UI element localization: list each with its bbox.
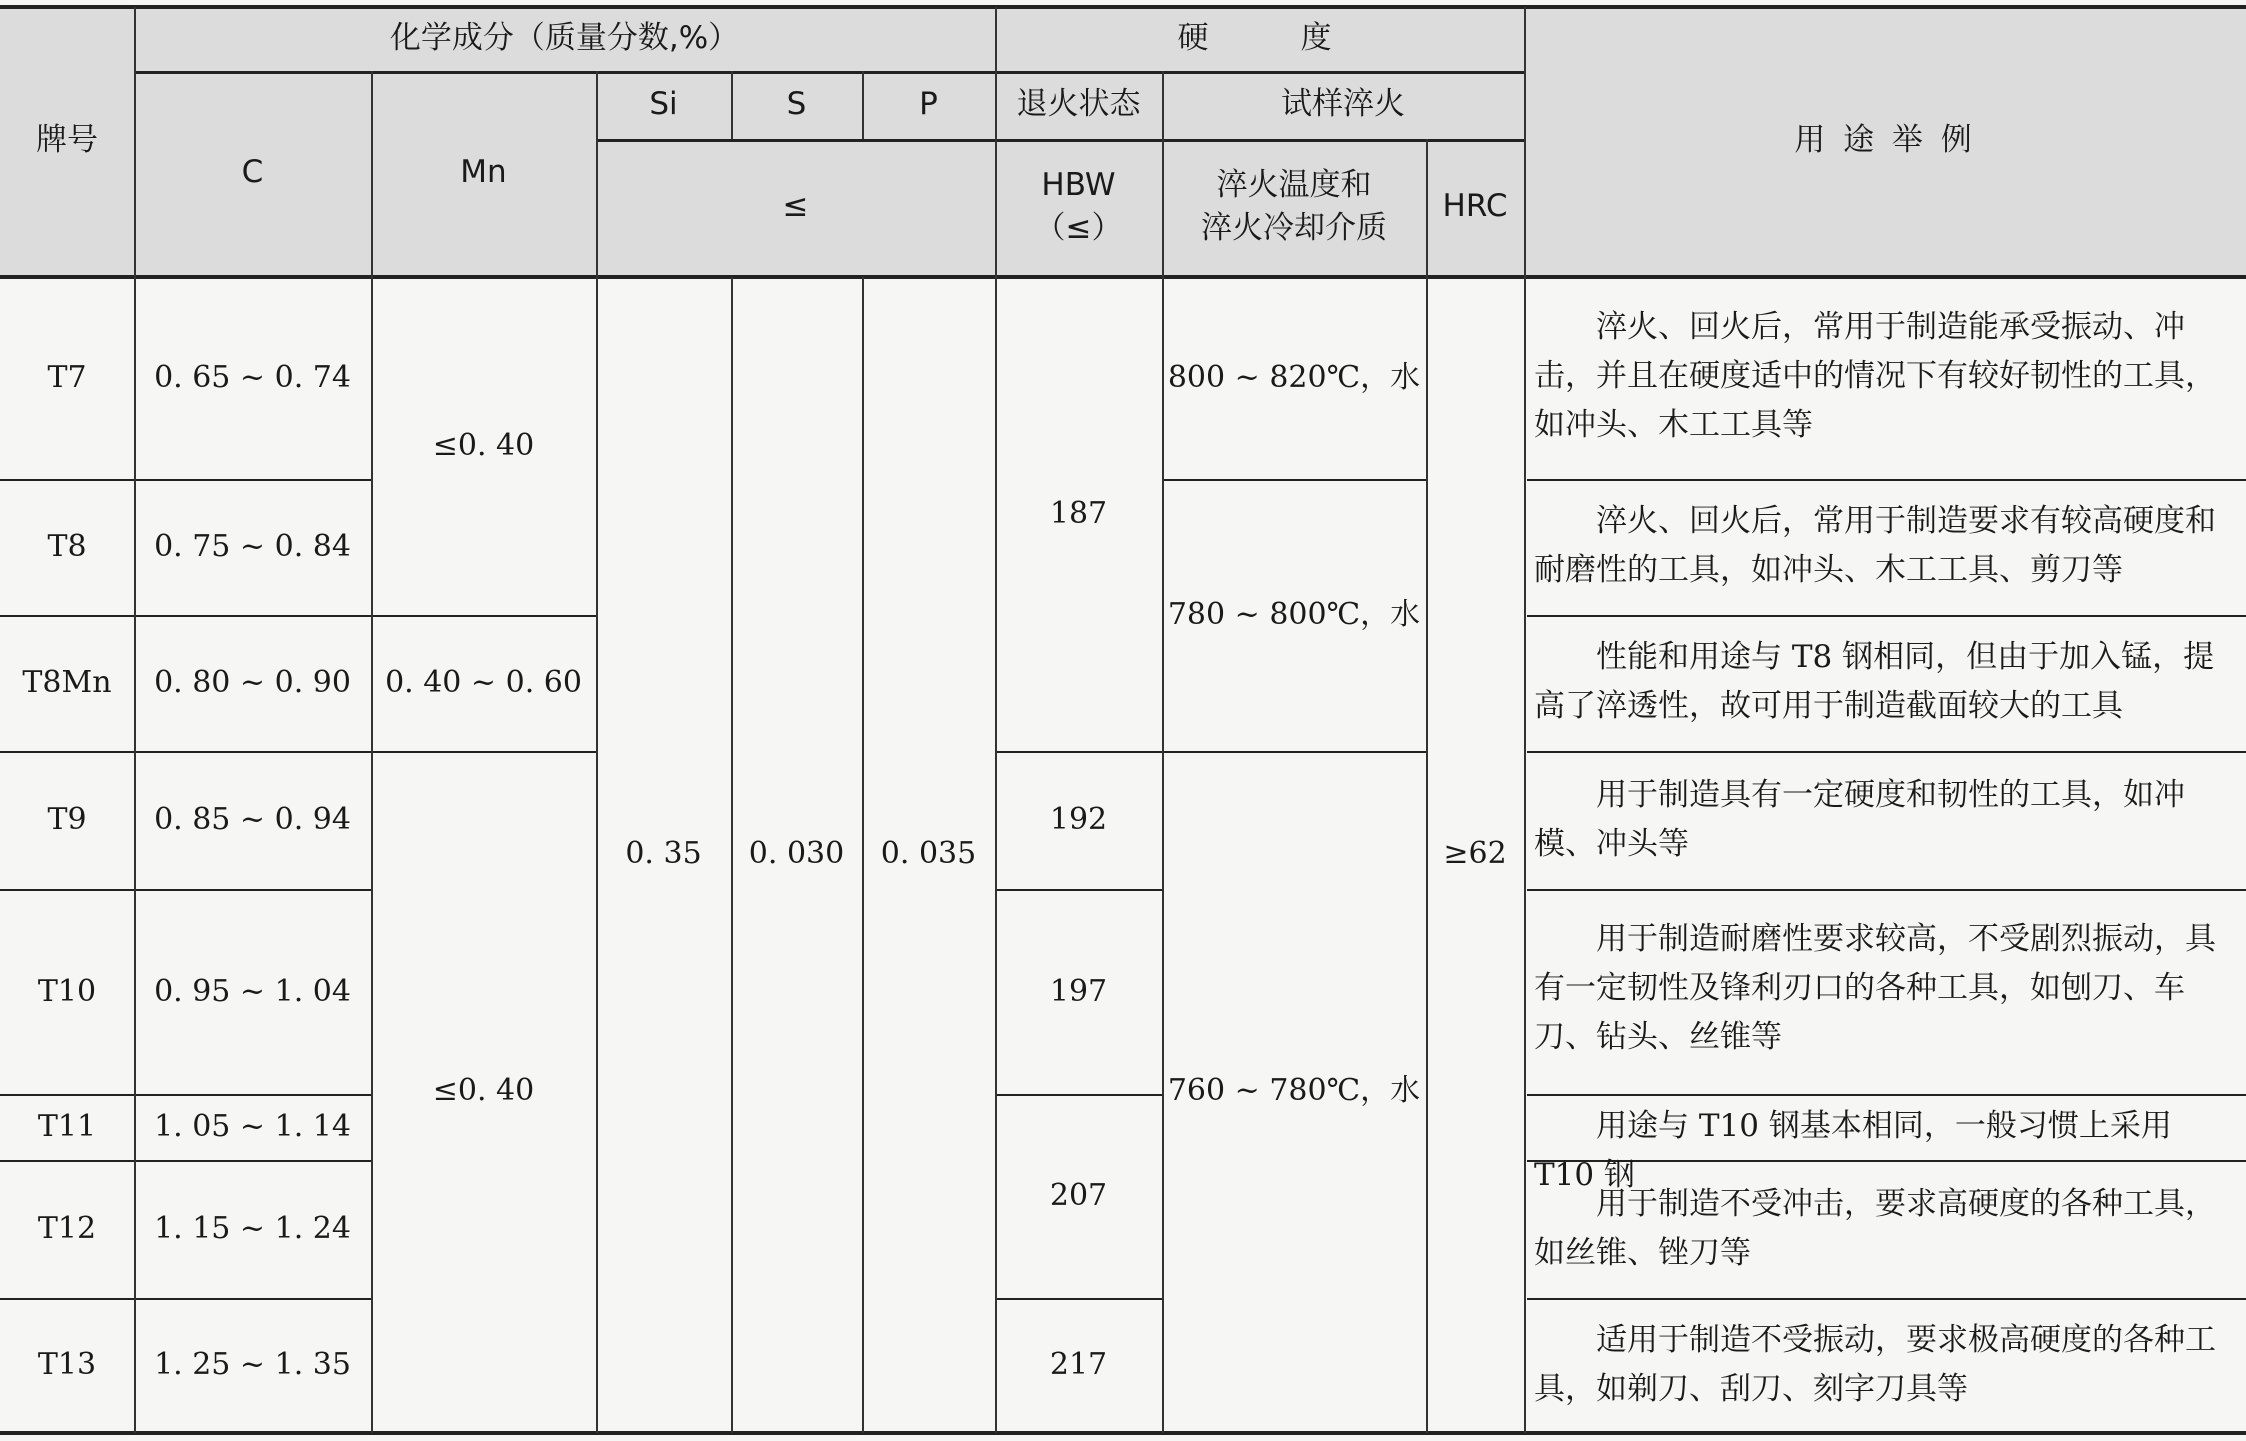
header-chemical-composition: 化学成分（质量分数,%）: [389, 20, 740, 57]
header-p: P: [919, 86, 938, 123]
bottom-rule: [0, 1431, 2246, 1435]
grade-cell: T12: [37, 1211, 97, 1246]
hbw-cell: 207: [1049, 1178, 1108, 1213]
header-sample-quench: 试样淬火: [1281, 86, 1405, 123]
grade-cell: T11: [37, 1109, 97, 1144]
header-hbw-max: （≤）: [1034, 210, 1123, 246]
hbw-cell: 197: [1049, 973, 1108, 1009]
grade-cell: T7: [47, 360, 87, 395]
header-hbw-label: HBW: [1041, 166, 1116, 203]
manganese-cell: ≤0. 40: [432, 428, 535, 463]
quench-temp-cell: 760 ~ 780℃，水: [1167, 1073, 1421, 1108]
usage-text: 性能和用途与 T8 钢相同，但由于加入锰，提高了淬透性，故可用于制造截面较大的工具: [1534, 639, 2215, 724]
usage-cell: [1526, 1298, 2246, 1431]
header-quench-temp-line2: 淬火冷却介质: [1201, 210, 1387, 246]
header-hardness: 硬 度: [1177, 20, 1342, 57]
manganese-cell: 0. 40 ~ 0. 60: [385, 665, 582, 700]
carbon-cell: 1. 05 ~ 1. 14: [154, 1109, 351, 1144]
quench-temp-cell: 800 ~ 820℃，水: [1167, 360, 1421, 395]
usage-text: 用途与 T10 钢基本相同，一般习惯上采用 T10 钢: [1534, 1108, 2172, 1193]
carbon-cell: 1. 15 ~ 1. 24: [154, 1211, 351, 1246]
hbw-cell: 217: [1049, 1346, 1108, 1382]
sulfur-cell: 0. 030: [748, 836, 845, 871]
usage-cell: [1526, 479, 2246, 615]
phosphorus-cell: 0. 035: [880, 836, 977, 871]
carbon-cell: 1. 25 ~ 1. 35: [154, 1346, 351, 1382]
usage-cell: [1526, 889, 2246, 1094]
usage-cell: [1526, 1094, 2246, 1193]
hbw-cell: 187: [1049, 496, 1108, 531]
header-hbw: [995, 139, 1162, 275]
usage-cell: [1526, 751, 2246, 889]
hrc-cell: ≥62: [1443, 836, 1507, 871]
usage-cell: [1526, 1160, 2246, 1298]
usage-text: 淬火、回火后，常用于制造要求有较高硬度和耐磨性的工具，如冲头、木工工具、剪刀等: [1534, 503, 2216, 588]
usage-text: 用于制造不受冲击，要求高硬度的各种工具，如丝锥、锉刀等: [1534, 1186, 2216, 1271]
usage-text: 用于制造耐磨性要求较高，不受剧烈振动，具有一定韧性及锋利刃口的各种工具，如刨刀、车刀、钻头、丝锥等: [1534, 921, 2216, 1055]
grade-cell: T8: [47, 529, 87, 564]
grade-cell: T9: [47, 802, 87, 837]
manganese-cell: ≤0. 40: [432, 1073, 535, 1108]
header-si: Si: [649, 86, 678, 123]
usage-text: 用于制造具有一定硬度和韧性的工具，如冲模、冲头等: [1534, 777, 2185, 862]
silicon-cell: 0. 35: [625, 836, 702, 871]
header-s: S: [786, 86, 807, 123]
header-annealed-state: 退火状态: [1016, 86, 1141, 123]
grade-cell: T13: [37, 1346, 97, 1382]
usage-cell: [1526, 277, 2246, 479]
usage-text: 淬火、回火后，常用于制造能承受振动、冲击，并且在硬度适中的情况下有较好韧性的工具，如冲头、木工工具等: [1534, 309, 2216, 443]
usage-cell: [1526, 615, 2246, 751]
header-max-sign: ≤: [782, 188, 809, 225]
header-quench-temp-line1: 淬火温度和: [1216, 166, 1372, 203]
carbon-cell: 0. 85 ~ 0. 94: [154, 802, 351, 837]
carbon-cell: 0. 80 ~ 0. 90: [154, 665, 351, 700]
quench-temp-cell: 780 ~ 800℃，水: [1167, 597, 1421, 632]
carbon-cell: 0. 95 ~ 1. 04: [154, 973, 351, 1009]
carbon-cell: 0. 75 ~ 0. 84: [154, 529, 351, 564]
grade-cell: T8Mn: [22, 665, 112, 700]
header-mn: Mn: [460, 154, 507, 191]
hbw-cell: 192: [1049, 802, 1108, 837]
header-quench-temp: [1162, 139, 1426, 275]
usage-text: 适用于制造不受振动，要求极高硬度的各种工具，如剃刀、刮刀、刻字刀具等: [1534, 1322, 2216, 1407]
header-grade: 牌号: [36, 122, 98, 159]
carbon-cell: 0. 65 ~ 0. 74: [154, 360, 351, 395]
header-usage: 用 途 举 例: [1794, 122, 1976, 159]
header-hrc: HRC: [1442, 188, 1508, 225]
grade-cell: T10: [37, 973, 97, 1009]
header-c: C: [241, 154, 264, 191]
